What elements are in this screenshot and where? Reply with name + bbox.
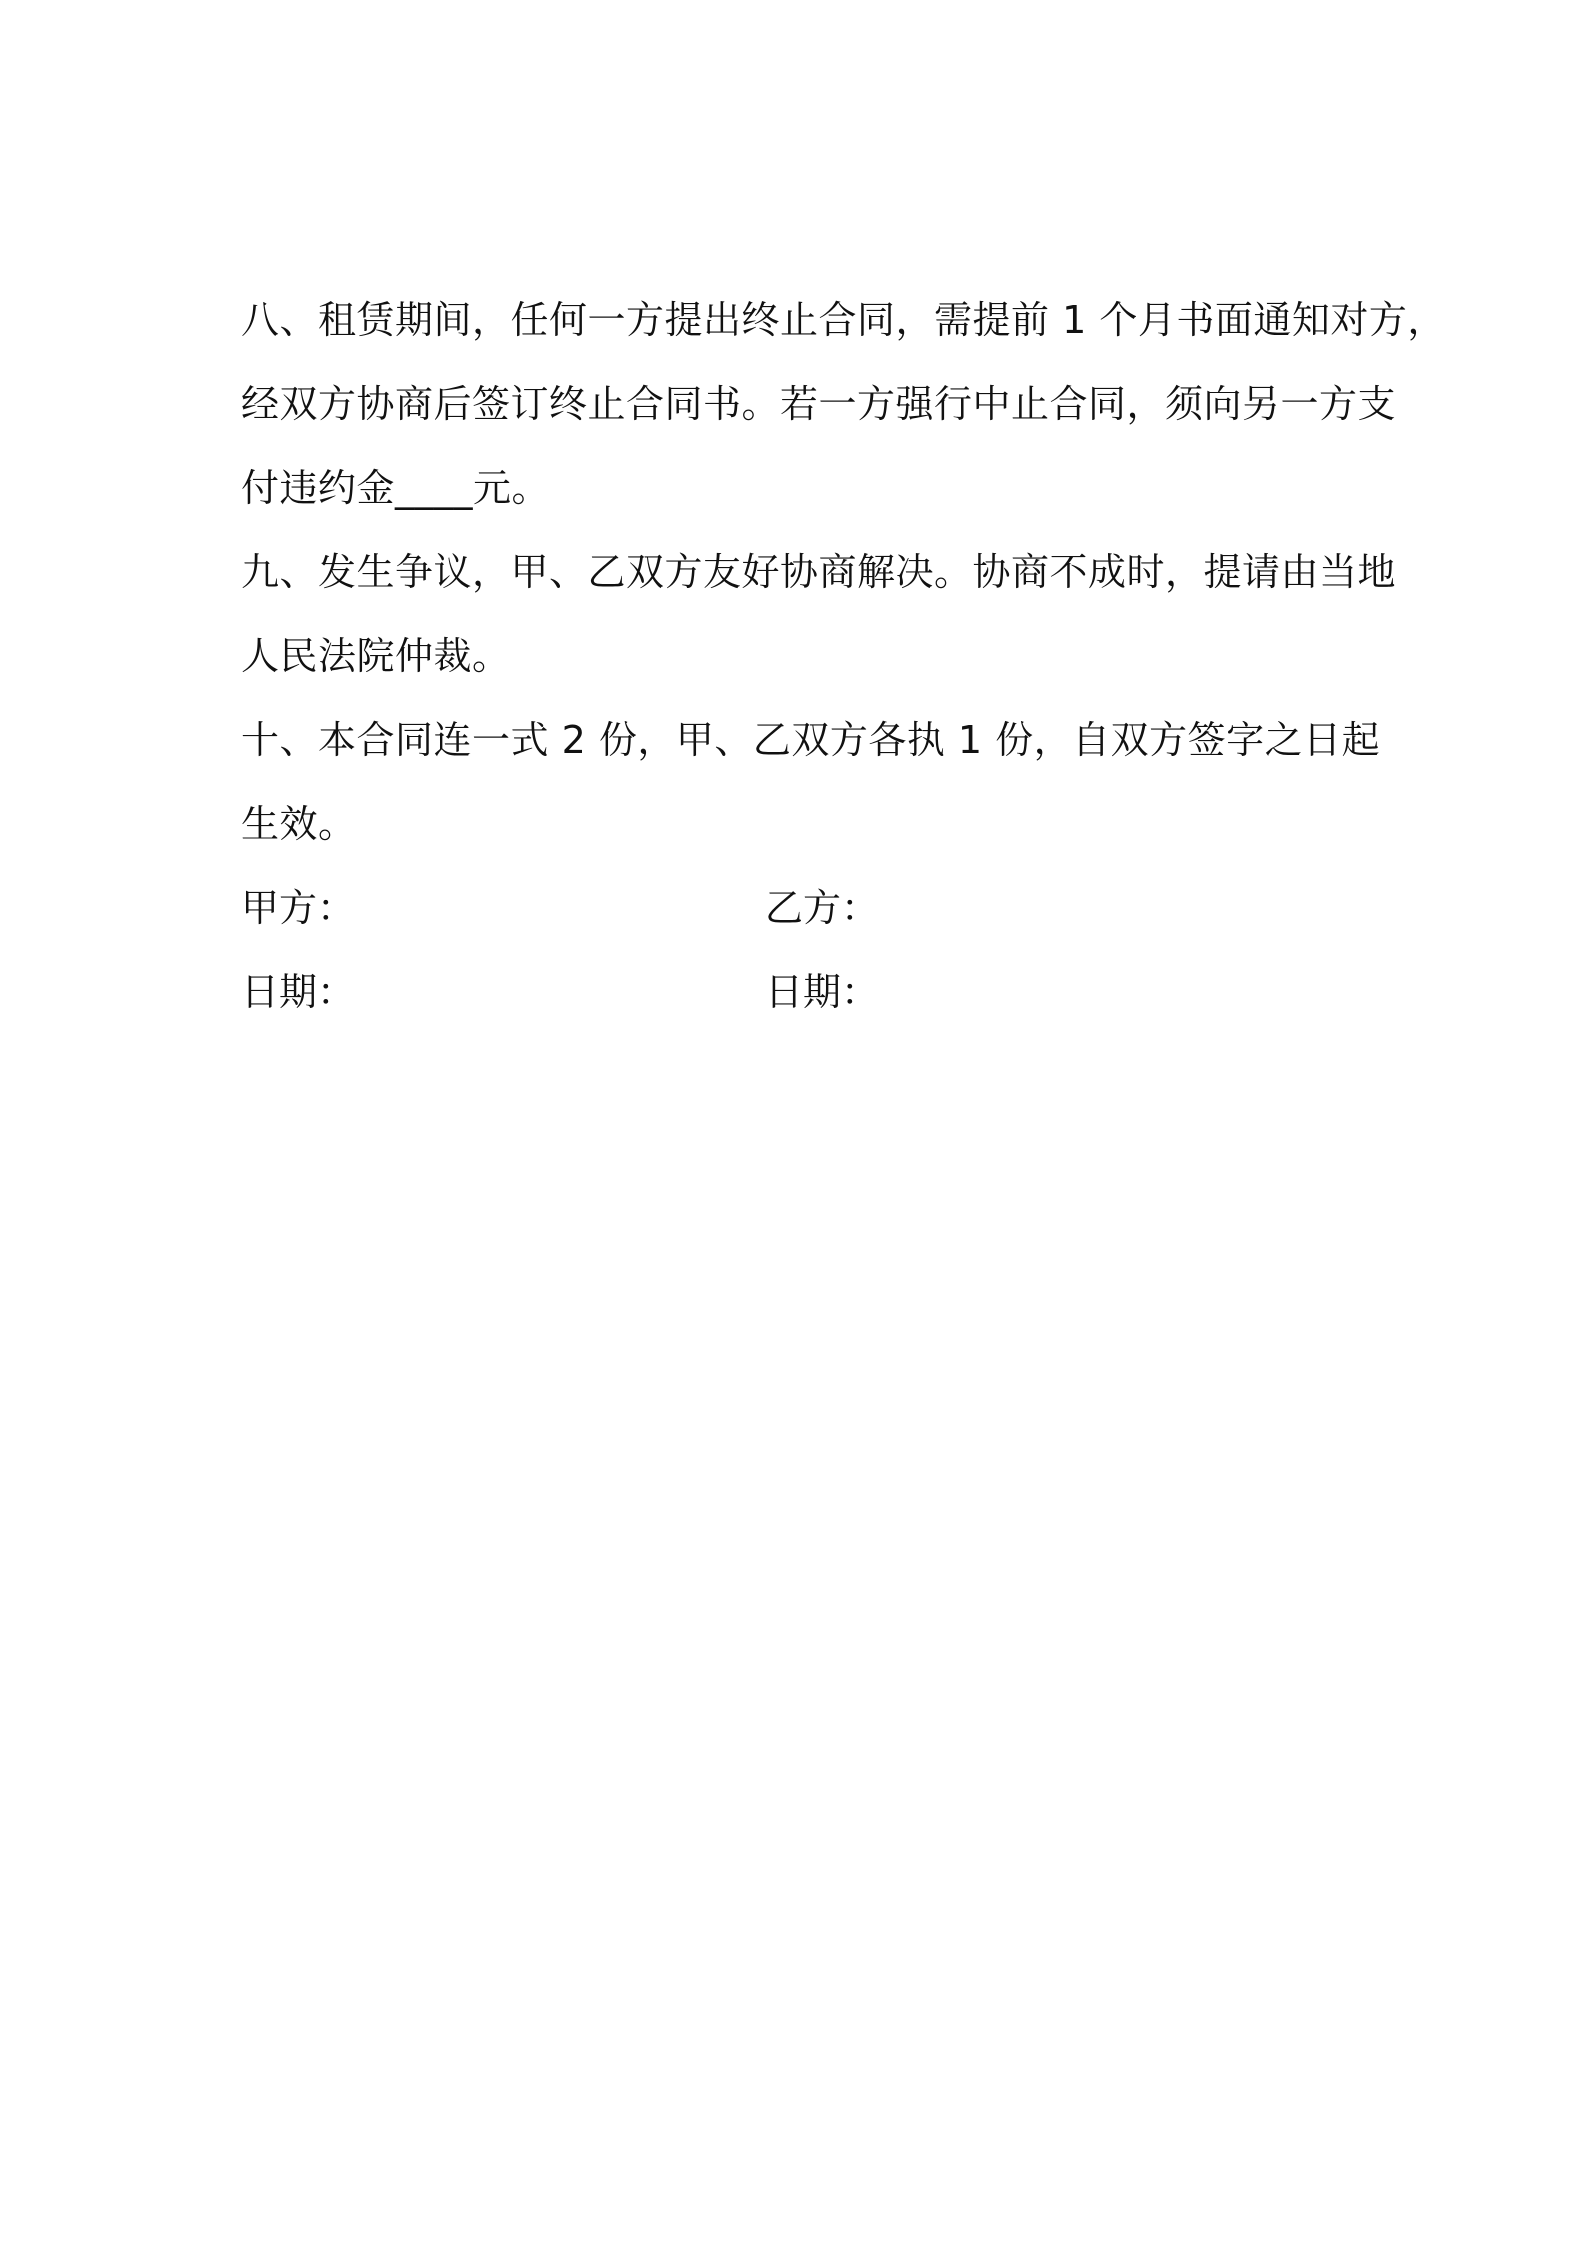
clause-8-line-1: 八、租赁期间，任何一方提出终止合同，需提前 1 个月书面通知对方，	[241, 298, 1446, 342]
signature-date-row	[241, 950, 1361, 1034]
clause-10-line-2: 生效。	[241, 802, 357, 846]
contract-body	[241, 278, 1446, 1034]
clause-8	[241, 278, 1446, 530]
party-a-label: 甲方：	[241, 886, 356, 930]
clause-8-line-2: 经双方协商后签订终止合同书。若一方强行中止合同，须向另一方支	[241, 382, 1397, 426]
signature-party-row	[241, 866, 1361, 950]
clause-10	[241, 698, 1381, 866]
party-b-label: 乙方：	[765, 886, 880, 930]
clause-10-line-1: 十、本合同连一式 2 份，甲、乙双方各执 1 份，自双方签字之日起	[241, 718, 1381, 762]
clause-9-line-1: 九、发生争议，甲、乙双方友好协商解决。协商不成时，提请由当地	[241, 550, 1397, 594]
clause-9	[241, 530, 1397, 698]
date-b-label: 日期：	[765, 970, 880, 1014]
clause-9-line-2: 人民法院仲裁。	[241, 634, 511, 678]
clause-8-line-3: 付违约金____元。	[241, 466, 551, 510]
date-a-label: 日期：	[241, 970, 356, 1014]
